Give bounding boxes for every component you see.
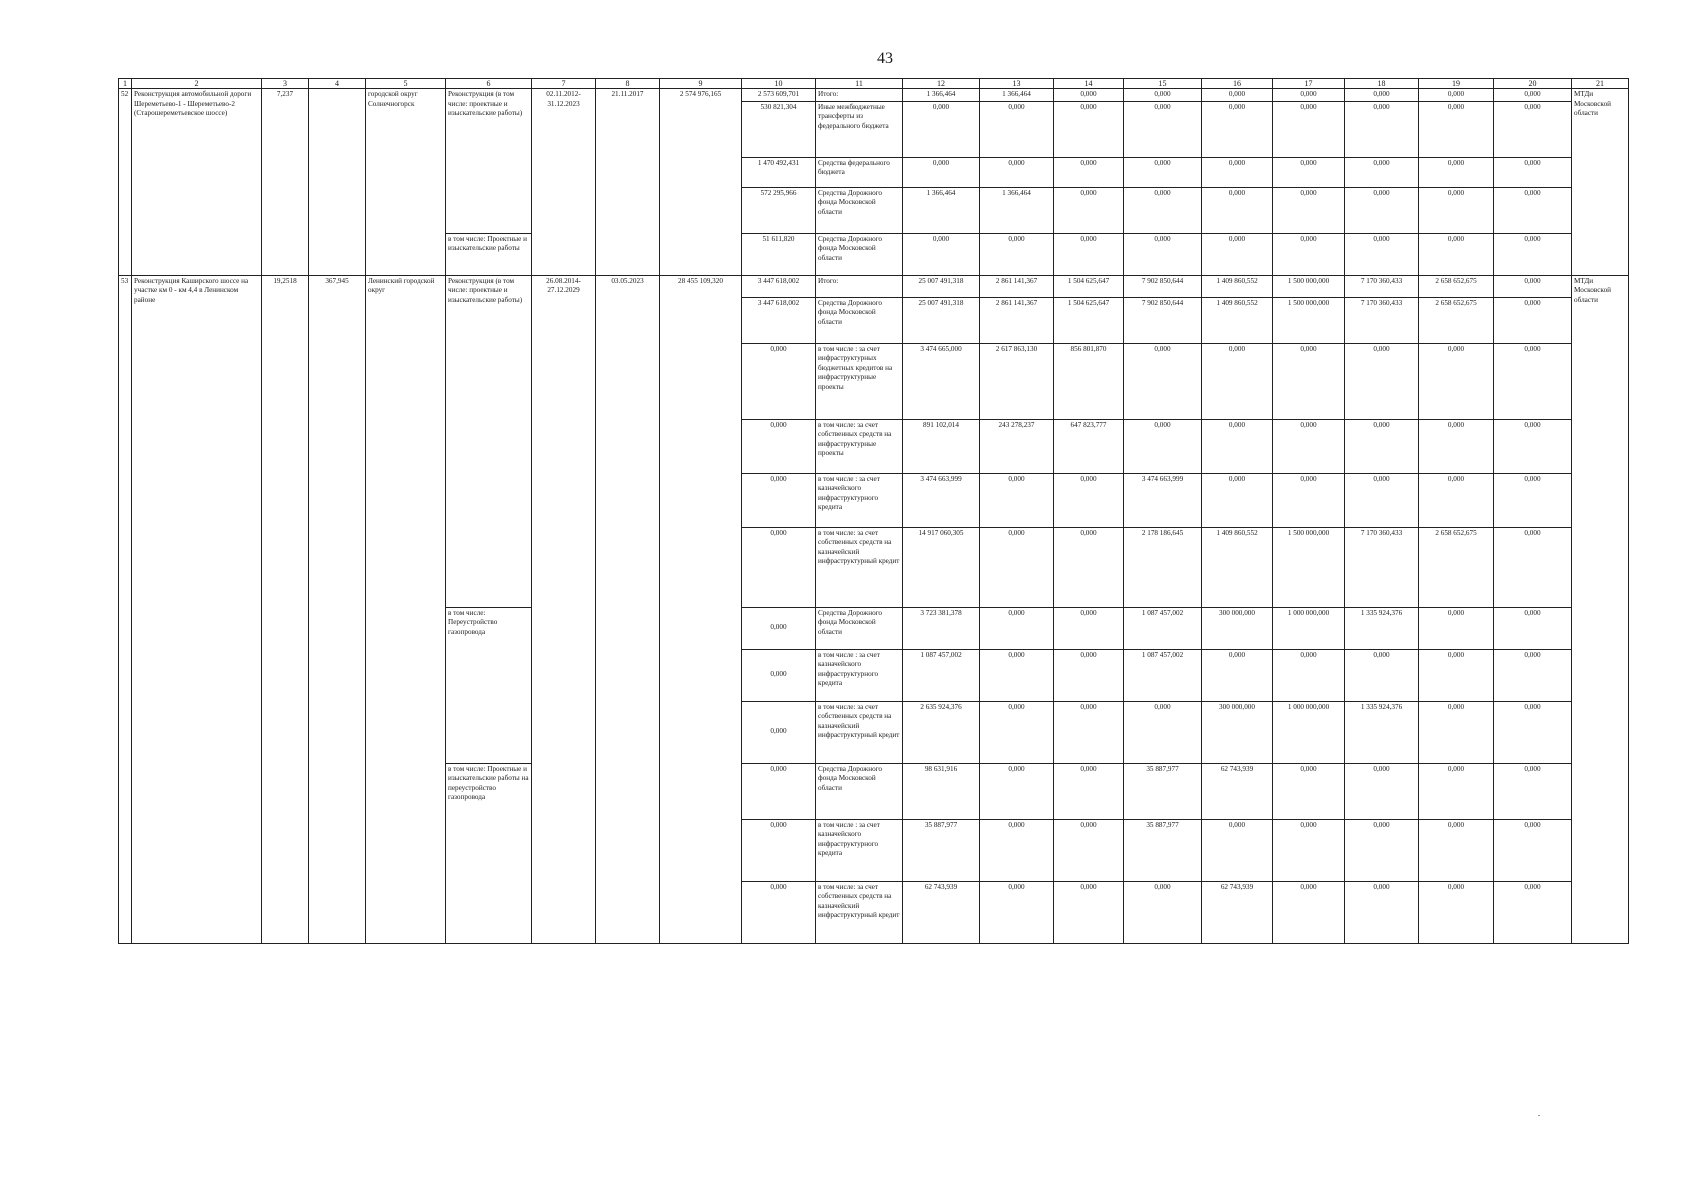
header-cell-2: 2	[132, 79, 262, 89]
year-value: 0,000	[1054, 701, 1124, 763]
header-cell-8: 8	[596, 79, 660, 89]
year-value: 0,000	[1494, 233, 1572, 275]
year-value: 0,000	[1054, 473, 1124, 527]
year-value: 0,000	[1202, 343, 1273, 419]
year-value: 0,000	[1202, 233, 1273, 275]
year-value: 0,000	[1054, 763, 1124, 819]
year-value: 25 007 491,318	[903, 275, 980, 297]
year-value: 1 504 625,647	[1054, 275, 1124, 297]
row-number: 52	[119, 89, 132, 276]
year-value: 1 335 924,376	[1345, 701, 1419, 763]
year-value: 0,000	[1345, 187, 1419, 233]
year-value: 25 007 491,318	[903, 297, 980, 343]
year-value: 891 102,014	[903, 419, 980, 473]
funded-before-value: 3 447 618,002	[742, 297, 816, 343]
funding-source: Средства Дорожного фонда Московской области	[816, 233, 903, 275]
year-value: 0,000	[1494, 881, 1572, 943]
year-value: 0,000	[1345, 233, 1419, 275]
year-value: 7 170 360,433	[1345, 527, 1419, 607]
district-name: Ленинский городской округ	[366, 275, 446, 943]
year-value: 1 087 457,002	[1124, 607, 1202, 649]
funded-before-value: 0,000	[742, 419, 816, 473]
year-value: 1 000 000,000	[1273, 607, 1345, 649]
funding-source: Средства федерального бюджета	[816, 157, 903, 187]
funded-before-value: 0,000	[742, 473, 816, 527]
year-value: 0,000	[1345, 157, 1419, 187]
header-cell-10: 10	[742, 79, 816, 89]
year-value: 0,000	[980, 157, 1054, 187]
year-value: 0,000	[1494, 419, 1572, 473]
header-cell-5: 5	[366, 79, 446, 89]
object-name: Реконструкция Каширского шоссе на участке км 0 - км 4,4 в Ленинском районе	[132, 275, 262, 943]
year-value: 0,000	[1345, 819, 1419, 881]
year-value: 0,000	[1202, 419, 1273, 473]
funding-source: Средства Дорожного фонда Московской области	[816, 297, 903, 343]
year-value: 0,000	[1419, 649, 1494, 701]
funding-source: Средства Дорожного фонда Московской области	[816, 763, 903, 819]
year-value: 0,000	[1124, 343, 1202, 419]
year-value: 0,000	[1273, 187, 1345, 233]
budget-table-sheet	[118, 78, 1629, 944]
year-value: 3 474 665,000	[903, 343, 980, 419]
year-value: 0,000	[1273, 881, 1345, 943]
year-value: 1 366,464	[980, 187, 1054, 233]
year-value: 0,000	[1419, 157, 1494, 187]
table-row	[119, 89, 1629, 102]
year-value: 1 500 000,000	[1273, 527, 1345, 607]
year-value: 0,000	[1124, 701, 1202, 763]
year-value: 0,000	[1054, 881, 1124, 943]
capacity-value	[309, 89, 366, 276]
header-cell-7: 7	[532, 79, 596, 89]
page-number: 43	[877, 50, 893, 67]
year-value: 1 504 625,647	[1054, 297, 1124, 343]
year-value: 0,000	[1494, 343, 1572, 419]
year-value: 0,000	[1419, 187, 1494, 233]
year-value: 2 617 863,130	[980, 343, 1054, 419]
header-cell-17: 17	[1273, 79, 1345, 89]
year-value: 0,000	[1345, 343, 1419, 419]
work-subtype: в том числе: Проектные и изыскательские работы	[446, 233, 532, 275]
funding-source: в том числе : за счет инфраструктурных бюджетных кредитов на инфраструктурные проекты	[816, 343, 903, 419]
year-value: 35 887,977	[1124, 819, 1202, 881]
year-value: 1 087 457,002	[903, 649, 980, 701]
year-value: 1 000 000,000	[1273, 701, 1345, 763]
year-value: 0,000	[1494, 89, 1572, 102]
year-value: 0,000	[1345, 419, 1419, 473]
year-value: 0,000	[1124, 419, 1202, 473]
year-value: 98 631,916	[903, 763, 980, 819]
year-value: 7 170 360,433	[1345, 275, 1419, 297]
year-value: 1 366,464	[903, 89, 980, 102]
funded-before-value: 0,000	[742, 607, 816, 649]
header-cell-20: 20	[1494, 79, 1572, 89]
completion-date: 21.11.2017	[596, 89, 660, 276]
funding-source: в том числе: за счет собственных средств на казначейский инфраструктурный кредит	[816, 701, 903, 763]
funding-source: Иные межбюджетные трансферты из федерального бюджета	[816, 101, 903, 157]
funding-source: Средства Дорожного фонда Московской области	[816, 187, 903, 233]
header-row	[119, 79, 1629, 89]
year-value: 0,000	[1419, 473, 1494, 527]
year-value: 0,000	[980, 649, 1054, 701]
funding-source: в том числе: за счет собственных средств на казначейский инфраструктурный кредит	[816, 527, 903, 607]
year-value: 0,000	[1202, 187, 1273, 233]
year-value: 7 170 360,433	[1345, 297, 1419, 343]
header-cell-19: 19	[1419, 79, 1494, 89]
year-value: 0,000	[1345, 881, 1419, 943]
year-value: 0,000	[1124, 187, 1202, 233]
header-cell-11: 11	[816, 79, 903, 89]
year-value: 35 887,977	[1124, 763, 1202, 819]
year-value: 0,000	[1202, 649, 1273, 701]
header-cell-4: 4	[309, 79, 366, 89]
year-value: 0,000	[1494, 157, 1572, 187]
work-subtype: в том числе: Проектные и изыскательские работы на переустройство газопровода	[446, 763, 532, 943]
year-value: 0,000	[1124, 881, 1202, 943]
year-value: 62 743,939	[903, 881, 980, 943]
year-value: 0,000	[1273, 419, 1345, 473]
year-value: 0,000	[1273, 763, 1345, 819]
year-value: 0,000	[903, 233, 980, 275]
funding-source: в том числе: за счет собственных средств на инфраструктурные проекты	[816, 419, 903, 473]
period-dates: 02.11.2012-31.12.2023	[532, 89, 596, 276]
funded-before-value: 51 611,820	[742, 233, 816, 275]
year-value: 0,000	[1494, 101, 1572, 157]
header-cell-12: 12	[903, 79, 980, 89]
year-value: 0,000	[980, 881, 1054, 943]
length-value: 19,2518	[262, 275, 309, 943]
length-value: 7,237	[262, 89, 309, 276]
year-value: 2 658 652,675	[1419, 527, 1494, 607]
year-value: 0,000	[1273, 343, 1345, 419]
table-row	[119, 275, 1629, 297]
header-cell-1: 1	[119, 79, 132, 89]
header-cell-3: 3	[262, 79, 309, 89]
year-value: 1 087 457,002	[1124, 649, 1202, 701]
header-cell-14: 14	[1054, 79, 1124, 89]
funding-source: в том числе : за счет казначейского инфраструктурного кредита	[816, 649, 903, 701]
responsible-body: МТДи Московской области	[1572, 89, 1629, 276]
year-value: 0,000	[1345, 89, 1419, 102]
year-value: 0,000	[1419, 89, 1494, 102]
year-value: 856 801,870	[1054, 343, 1124, 419]
funded-before-value: 2 573 609,701	[742, 89, 816, 102]
year-value: 0,000	[1494, 819, 1572, 881]
year-value: 3 723 381,378	[903, 607, 980, 649]
year-value: 0,000	[1419, 101, 1494, 157]
scan-speck	[1538, 1115, 1540, 1116]
header-cell-15: 15	[1124, 79, 1202, 89]
year-value: 0,000	[1054, 527, 1124, 607]
funding-source: в том числе: за счет собственных средств на казначейский инфраструктурный кредит	[816, 881, 903, 943]
year-value: 0,000	[980, 101, 1054, 157]
year-value: 0,000	[1202, 101, 1273, 157]
year-value: 35 887,977	[903, 819, 980, 881]
year-value: 1 366,464	[980, 89, 1054, 102]
year-value: 0,000	[1345, 649, 1419, 701]
work-type: Реконструкция (в том числе: проектные и изыскательские работы)	[446, 275, 532, 607]
year-value: 0,000	[1494, 763, 1572, 819]
funding-source: Средства Дорожного фонда Московской области	[816, 607, 903, 649]
year-value: 0,000	[1054, 187, 1124, 233]
year-value: 0,000	[903, 101, 980, 157]
year-value: 2 658 652,675	[1419, 275, 1494, 297]
year-value: 0,000	[980, 701, 1054, 763]
year-value: 14 917 060,305	[903, 527, 980, 607]
year-value: 0,000	[1494, 607, 1572, 649]
year-value: 1 500 000,000	[1273, 275, 1345, 297]
funded-before-value: 0,000	[742, 881, 816, 943]
completion-date: 03.05.2023	[596, 275, 660, 943]
year-value: 2 635 924,376	[903, 701, 980, 763]
year-value: 1 409 860,552	[1202, 527, 1273, 607]
year-value: 0,000	[1124, 157, 1202, 187]
year-value: 0,000	[1202, 473, 1273, 527]
year-value: 0,000	[1273, 473, 1345, 527]
year-value: 1 500 000,000	[1273, 297, 1345, 343]
funded-before-value: 0,000	[742, 819, 816, 881]
funded-before-value: 530 821,304	[742, 101, 816, 157]
year-value: 0,000	[980, 607, 1054, 649]
total-cost: 2 574 976,165	[660, 89, 742, 276]
year-value: 2 178 186,645	[1124, 527, 1202, 607]
funding-source: Итого:	[816, 275, 903, 297]
year-value: 0,000	[1202, 157, 1273, 187]
funded-before-value: 0,000	[742, 649, 816, 701]
year-value: 0,000	[1419, 233, 1494, 275]
year-value: 0,000	[1202, 819, 1273, 881]
year-value: 0,000	[980, 763, 1054, 819]
funded-before-value: 572 295,966	[742, 187, 816, 233]
header-cell-13: 13	[980, 79, 1054, 89]
year-value: 2 658 652,675	[1419, 297, 1494, 343]
funding-source: в том числе : за счет казначейского инфраструктурного кредита	[816, 819, 903, 881]
year-value: 243 278,237	[980, 419, 1054, 473]
year-value: 647 823,777	[1054, 419, 1124, 473]
year-value: 0,000	[1054, 819, 1124, 881]
year-value: 0,000	[1273, 649, 1345, 701]
year-value: 0,000	[1054, 607, 1124, 649]
year-value: 0,000	[1345, 473, 1419, 527]
year-value: 300 000,000	[1202, 701, 1273, 763]
object-name: Реконструкция автомобильной дороги Шереметьево-1 - Шереметьево-2 (Старошереметьевское шоссе)	[132, 89, 262, 276]
year-value: 7 902 850,644	[1124, 297, 1202, 343]
year-value: 0,000	[1494, 649, 1572, 701]
year-value: 0,000	[1419, 343, 1494, 419]
funded-before-value: 0,000	[742, 701, 816, 763]
year-value: 0,000	[1054, 649, 1124, 701]
year-value: 0,000	[1054, 157, 1124, 187]
year-value: 0,000	[1273, 233, 1345, 275]
year-value: 0,000	[1345, 101, 1419, 157]
year-value: 0,000	[1419, 819, 1494, 881]
year-value: 1 335 924,376	[1345, 607, 1419, 649]
year-value: 2 861 141,367	[980, 275, 1054, 297]
funding-source: Итого:	[816, 89, 903, 102]
year-value: 0,000	[1054, 101, 1124, 157]
year-value: 0,000	[1419, 763, 1494, 819]
year-value: 62 743,939	[1202, 763, 1273, 819]
year-value: 0,000	[1494, 187, 1572, 233]
year-value: 0,000	[1494, 275, 1572, 297]
year-value: 300 000,000	[1202, 607, 1273, 649]
year-value: 1 409 860,552	[1202, 275, 1273, 297]
total-cost: 28 455 109,320	[660, 275, 742, 943]
funded-before-value: 0,000	[742, 527, 816, 607]
year-value: 7 902 850,644	[1124, 275, 1202, 297]
year-value: 1 366,464	[903, 187, 980, 233]
year-value: 0,000	[1419, 701, 1494, 763]
year-value: 0,000	[1124, 101, 1202, 157]
year-value: 0,000	[1419, 607, 1494, 649]
year-value: 0,000	[1419, 419, 1494, 473]
funding-source: в том числе : за счет казначейского инфраструктурного кредита	[816, 473, 903, 527]
year-value: 0,000	[1124, 89, 1202, 102]
header-cell-18: 18	[1345, 79, 1419, 89]
year-value: 0,000	[1273, 89, 1345, 102]
year-value: 0,000	[903, 157, 980, 187]
year-value: 3 474 663,999	[903, 473, 980, 527]
year-value: 0,000	[980, 527, 1054, 607]
year-value: 0,000	[1124, 233, 1202, 275]
year-value: 0,000	[1494, 473, 1572, 527]
period-dates: 26.08.2014-27.12.2029	[532, 275, 596, 943]
year-value: 0,000	[1273, 819, 1345, 881]
header-cell-9: 9	[660, 79, 742, 89]
year-value: 0,000	[980, 473, 1054, 527]
work-type: Реконструкция (в том числе: проектные и изыскательские работы)	[446, 89, 532, 234]
year-value: 62 743,939	[1202, 881, 1273, 943]
work-subtype: в том числе: Переустройство газопровода	[446, 607, 532, 763]
funded-before-value: 1 470 492,431	[742, 157, 816, 187]
responsible-body: МТДи Московской области	[1572, 275, 1629, 943]
year-value: 0,000	[980, 819, 1054, 881]
year-value: 0,000	[1494, 701, 1572, 763]
funded-before-value: 0,000	[742, 763, 816, 819]
year-value: 0,000	[1202, 89, 1273, 102]
year-value: 0,000	[1054, 89, 1124, 102]
year-value: 0,000	[1419, 881, 1494, 943]
capacity-value: 367,945	[309, 275, 366, 943]
year-value: 0,000	[1273, 101, 1345, 157]
row-number: 53	[119, 275, 132, 943]
year-value: 1 409 860,552	[1202, 297, 1273, 343]
header-cell-21: 21	[1572, 79, 1629, 89]
year-value: 3 474 663,999	[1124, 473, 1202, 527]
district-name: городской округ Солнечногорск	[366, 89, 446, 276]
year-value: 2 861 141,367	[980, 297, 1054, 343]
year-value: 0,000	[980, 233, 1054, 275]
funded-before-value: 0,000	[742, 343, 816, 419]
year-value: 0,000	[1494, 297, 1572, 343]
budget-table	[118, 78, 1629, 944]
year-value: 0,000	[1273, 157, 1345, 187]
header-cell-16: 16	[1202, 79, 1273, 89]
funded-before-value: 3 447 618,002	[742, 275, 816, 297]
year-value: 0,000	[1494, 527, 1572, 607]
header-cell-6: 6	[446, 79, 532, 89]
year-value: 0,000	[1054, 233, 1124, 275]
year-value: 0,000	[1345, 763, 1419, 819]
